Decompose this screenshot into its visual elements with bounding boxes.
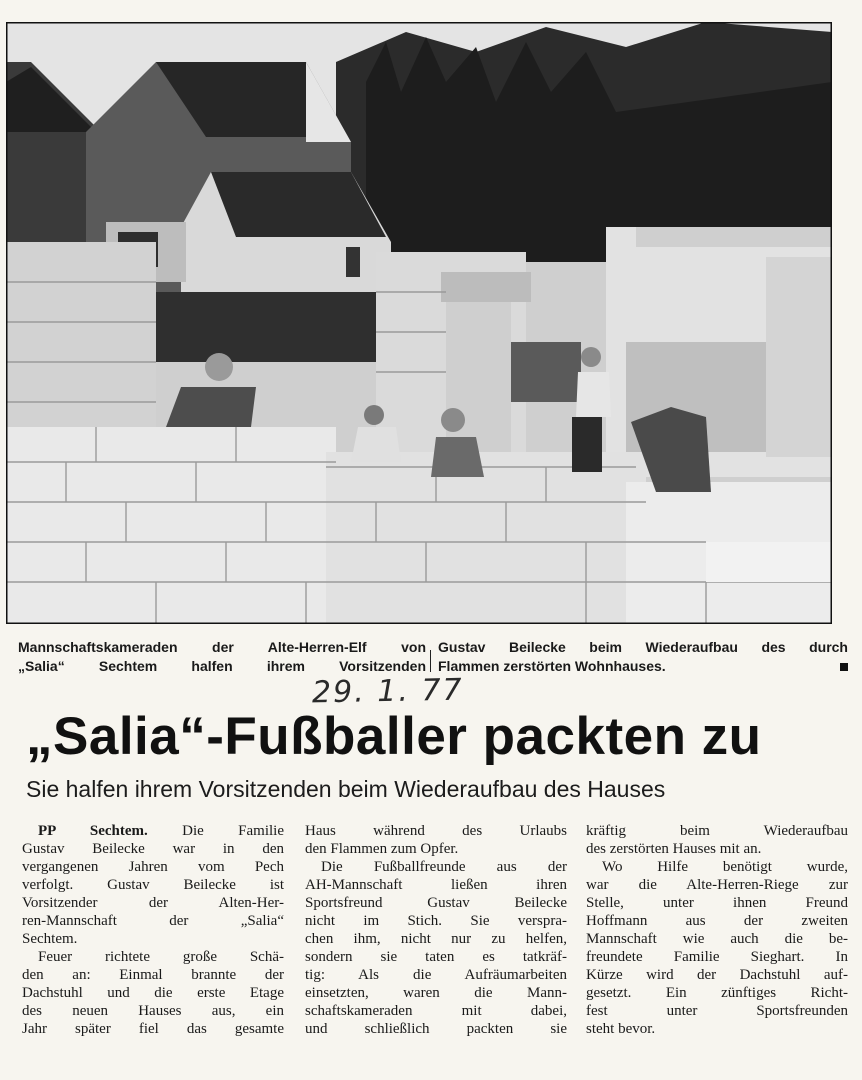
text-line: Feuer richtete große Schä- [38,949,284,965]
end-square-icon [840,663,848,671]
text-line: Wo Hilfe benötigt wurde, [602,859,848,875]
text-line: war die Alte-Herren-Riege zur [586,877,848,893]
text-line: und schließlich packten sie [305,1021,567,1037]
text-line: verfolgt. Gustav Beilecke ist [22,877,284,893]
text-line: AH-Mannschaft ließen ihren [305,877,567,893]
text-line: Sportsfreund Gustav Beilecke [305,895,567,911]
text-line: schaftskameraden mit dabei, [305,1003,567,1019]
text-line: Dachstuhl und die erste Etage [22,985,284,1001]
photo-illustration [6,22,832,624]
text-line: Hoffmann aus der zweiten [586,913,848,929]
caption-line: Flammen zerstörten Wohnhauses. [438,658,666,674]
text-line: Vorsitzender der Alten-Her- [22,895,284,911]
text-line: vergangenen Jahren vom Pech [22,859,284,875]
text-line: kräftig beim Wiederaufbau [586,823,848,839]
text-line: gesetzt. Ein zünftiges Richt- [586,985,848,1001]
text-line: Kürze wird der Dachstuhl auf- [586,967,848,983]
text-line: des neuen Hauses aus, ein [22,1003,284,1019]
text-line: den an: Einmal brannte der [22,967,284,983]
text-line: nicht im Stich. Sie verspra- [305,913,567,929]
text-line: sondern sie taten es tatkräf- [305,949,567,965]
text-line: tig: Als die Aufräumarbeiten [305,967,567,983]
article-column-1 [22,822,284,1038]
text-line: Die Familie [147,823,284,839]
text-line: freundete Familie Sieghart. In [586,949,848,965]
text-line: Stelle, unter ihnen Freund [586,895,848,911]
article-column-2 [305,822,567,1038]
headline: „Salia“-Fußballer packten zu [26,707,762,766]
text-line: ren-Mannschaft der „Salia“ [22,913,284,929]
caption-line: „Salia“ Sechtem halfen ihrem Vorsitzenden [18,658,426,674]
text-line: Sechtem. [22,931,78,947]
caption-left [18,638,426,676]
text-line: Mannschaft wie auch die be- [586,931,848,947]
text-line: chen ihm, nicht nur zu helfen, [305,931,567,947]
handwritten-date: 29. 1. 77 [311,672,464,711]
caption-right [438,638,848,676]
subheadline: Sie halfen ihrem Vorsitzenden beim Wiederaufbau des Hauses [26,776,666,802]
dateline: PP Sechtem. [38,823,148,839]
caption-line: Mannschaftskameraden der Alte-Herren-Elf von [18,639,426,655]
caption-line: Gustav Beilecke beim Wiederaufbau des durch [438,639,848,655]
text-line: fest unter Sportsfreunden [586,1003,848,1019]
text-line: Gustav Beilecke war in den [22,841,284,857]
text-line: Die Fußballfreunde aus der [321,859,567,875]
text-line: steht bevor. [586,1021,656,1037]
text-line: den Flammen zum Opfer. [305,841,459,857]
article-column-3 [586,822,848,1038]
text-line: Haus während des Urlaubs [305,823,567,839]
photo-construction-site [6,22,832,624]
caption-divider [430,650,431,672]
text-line: einsetzten, waren die Mann- [305,985,567,1001]
text-line: Jahr später fiel das gesamte [22,1021,284,1037]
text-line: des zerstörten Hauses mit an. [586,841,762,857]
